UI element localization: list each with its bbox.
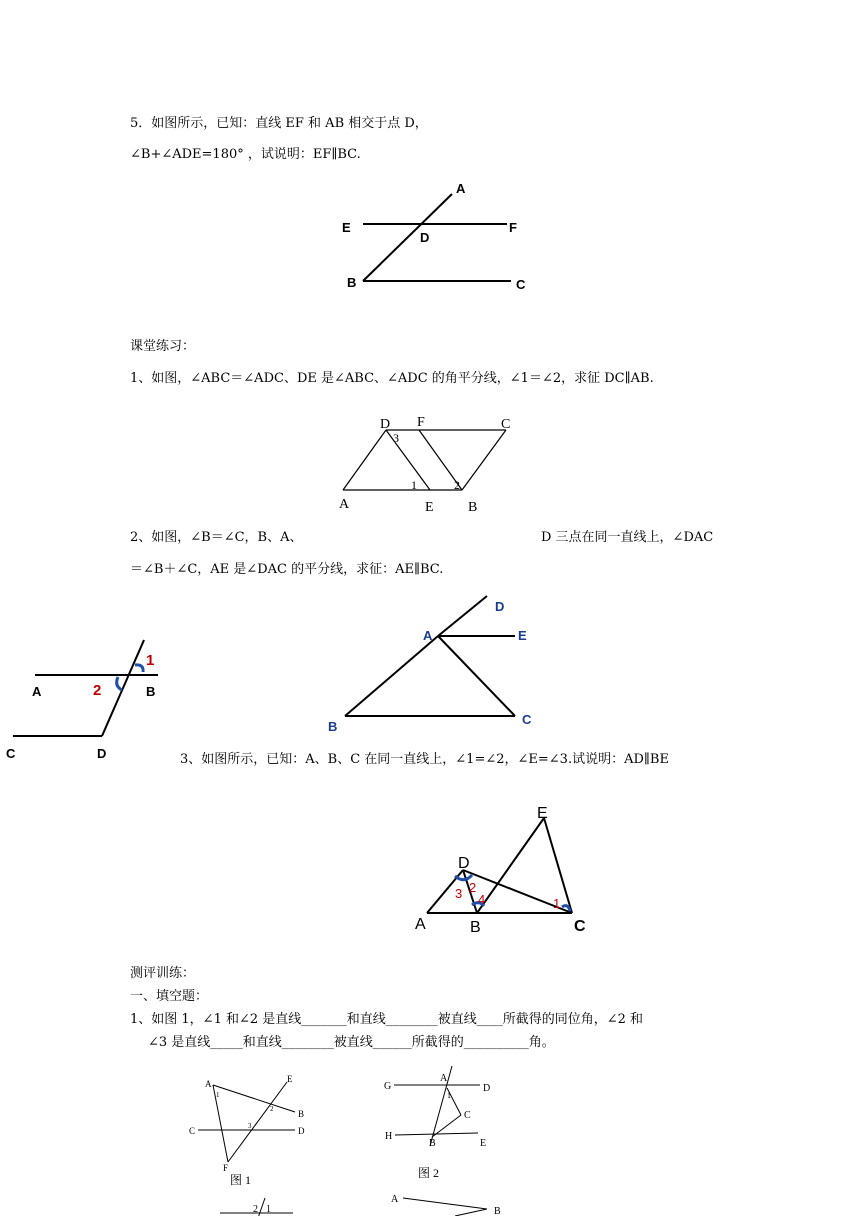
side-label-d: D [97,746,107,761]
angle2-arc [117,677,122,690]
label-f: F [509,220,517,235]
fig1-label-c: C [189,1126,196,1136]
side-label-a: A [32,684,42,699]
line-ab [363,194,452,281]
classwork-q1-figure [334,410,520,515]
q2-label-b: B [328,719,338,734]
classwork-q2-text-c: ＝∠B＋∠C，AE 是∠DAC 的平分线，求征：AE∥BC. [130,562,444,577]
assessment-q1-line2: ∠3 是直线_____和直线________被直线______所截得的__________角。 [148,1035,555,1050]
side-label-2: 2 [93,682,102,699]
problem5-line2: ∠B+∠ADE=180° ，试说明：EF∥BC. [130,147,361,162]
fig2-label-g: G [384,1081,392,1092]
side-figure [0,632,170,764]
fig2-label-c: C [464,1110,471,1121]
fig1-label-f: F [223,1163,229,1173]
fig4-label-a: A [391,1194,399,1205]
q3-label-1: 1 [553,896,561,911]
label-e: E [342,220,351,235]
assessment-heading: 测评训练： [130,966,196,981]
fig2-label-d: D [483,1083,491,1094]
q1-label-a: A [339,497,350,512]
fig1-label-3: 3 [248,1122,252,1130]
fig1-label-b: B [298,1109,305,1119]
q1-label-e: E [425,500,434,515]
figure-1 [185,1070,315,1190]
fig2-label-a: A [440,1073,448,1084]
q1-label-b: B [468,500,478,515]
fig2-label-h: H [385,1131,393,1142]
fig1-label-e: E [287,1074,293,1084]
fig1-label-d: D [298,1126,305,1136]
q2-label-e: E [518,628,527,643]
q3-label-d: D [458,855,470,872]
figure-2 [378,1064,498,1186]
side-label-c: C [6,746,16,761]
q2-label-a: A [423,628,433,643]
q1-label-c: C [501,417,511,432]
assessment-section: 一、填空题： [130,989,209,1004]
problem5-line1: 5．如图所示，已知：直线 EF 和 AB 相交于点 D， [130,116,428,131]
fig3-label-1: 1 [266,1204,271,1215]
q2-label-c: C [522,712,532,727]
fig2-label-b: B [429,1138,436,1149]
q3-label-a: A [415,916,426,933]
fig2-label-e: E [480,1138,487,1149]
classwork-q2-text-a: 2、如图，∠B＝∠C，B、A、 [130,530,303,545]
q3-label-b: B [470,919,481,936]
classwork-q3-figure [410,798,595,938]
figure-4 [385,1190,510,1216]
fig1-caption: 图 1 [230,1173,252,1187]
q1-label-d: D [380,417,391,432]
classwork-q3-text: 3、如图所示，已知：A、B、C 在同一直线上，∠1=∠2，∠E=∠3.试说明：AD∥BE [180,752,669,767]
label-d: D [420,230,430,245]
fig4-label-b: B [494,1206,501,1216]
assessment-q1-line1: 1、如图 1，∠1 和∠2 是直线_______和直线________被直线____所截得的同位角，∠2 和 [130,1012,644,1027]
problem5-figure [330,175,540,295]
classwork-heading: 课堂练习： [130,339,196,354]
fig3-label-2: 2 [253,1204,258,1215]
side-label-b: B [146,684,156,699]
fig1-label-a: A [205,1079,212,1089]
figure-3 [215,1196,300,1216]
fig1-label-1: 1 [216,1091,220,1099]
fig2-caption: 图 2 [418,1166,440,1180]
q3-label-2: 2 [469,880,477,895]
classwork-q1-text: 1、如图，∠ABC＝∠ADC、DE 是∠ABC、∠ADC 的角平分线，∠1＝∠2，求征 DC∥AB. [130,371,654,386]
q3-label-4: 4 [478,892,486,907]
label-c: C [516,277,526,292]
fig2-label-1: 1 [447,1091,451,1100]
label-b: B [347,275,357,290]
classwork-q2-text-b: D 三点在同一直线上，∠DAC [541,530,714,545]
q3-label-e: E [537,805,548,822]
q1-label-2: 2 [454,478,460,492]
side-label-1: 1 [146,652,155,669]
q2-label-d: D [495,599,505,614]
angle1-arc [135,665,143,672]
fig1-label-2: 2 [270,1105,274,1113]
label-a: A [456,181,466,196]
q3-label-3: 3 [455,886,463,901]
q1-label-1: 1 [411,478,417,492]
q1-label-f: F [417,415,425,430]
q3-label-c: C [574,918,586,935]
q1-label-3: 3 [393,431,399,445]
classwork-q2-figure [320,592,545,732]
